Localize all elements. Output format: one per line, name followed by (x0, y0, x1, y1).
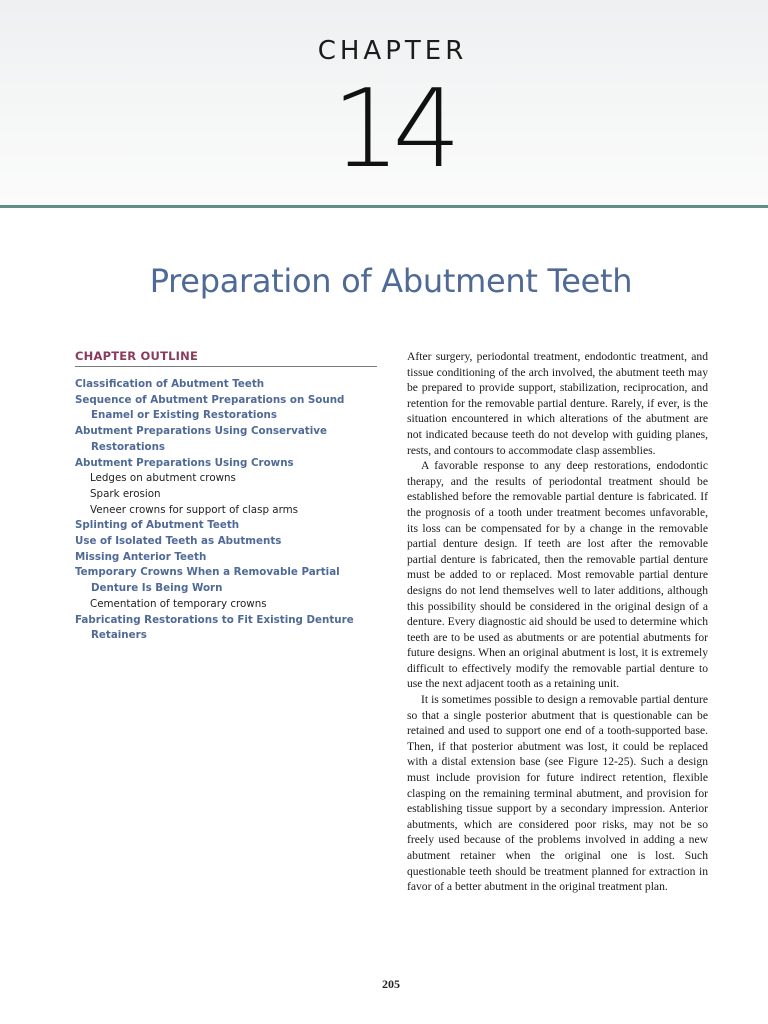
outline-item: Sequence of Abutment Preparations on Sound Enamel or Existing Restorations (75, 393, 345, 422)
header-divider (0, 205, 768, 208)
chapter-number: 14 (331, 67, 454, 192)
chapter-outline (75, 349, 377, 644)
outline-item: Abutment Preparations Using Conservative Restorations (75, 425, 327, 453)
outline-item: Splinting of Abutment Teeth (75, 519, 240, 532)
chapter-label: CHAPTER (317, 36, 468, 66)
outline-item: Temporary Crowns When a Removable Partial Denture Is Being Worn (75, 566, 340, 595)
body-paragraph: It is sometimes possible to design a removable partial denture so that a single posterior abutment that is questionable can be retained and used to support one end of a tooth-supported base. Then, if that posterior abutment was lost, it could be replaced with a distal extension base (see Figure 12-25). Such a design must include provision for future indirect retention, flexible clasping on the remaining terminal abutment, and provision for establishing tissue support by a secondary impression. Anterior abutments, which are considered poor risks, may not be so freely used because of the problems involved in adding a new abutment retainer when the original one is lost. Such questionable teeth should be treatment planned for extraction in favor of a better abutment in the original treatment plan. (407, 693, 708, 894)
outline-item: Use of Isolated Teeth as Abutments (75, 535, 282, 548)
body-paragraph: After surgery, periodontal treatment, endodontic treatment, and tissue conditioning of the arch involved, the abutment teeth may be prepared to provide support, stabilization, reciprocation, and retention for the removable partial denture. Rarely, if ever, is the situation encountered in which alterations of the abutment are not indicated because teeth do not develop with guiding planes, rests, and contours to accommodate clasp assemblies. (407, 350, 708, 457)
page-number: 205 (382, 977, 400, 991)
chapter-title: Preparation of Abutment Teeth (149, 262, 633, 300)
outline-item: Abutment Preparations Using Crowns (75, 456, 294, 469)
outline-subitem: Ledges on abutment crowns (90, 472, 236, 485)
outline-subitem: Veneer crowns for support of clasp arms (90, 503, 299, 516)
body-paragraph: A favorable response to any deep restorations, endodontic therapy, and the results of periodontal treatment should be established before the removable partial denture is fabricated. If the prognosis of a tooth under treatment becomes unfavorable, its loss can be compensated for by a change in the removable partial denture design. If teeth are lost after the removable partial denture is fabricated, then the removable partial denture must be added to or replaced. Most removable partial denture designs do not lend themselves well to later additions, although this possibility should be considered in the original design of a denture. Every diagnostic aid should be used to determine which teeth are to be used as abutments or are potential abutments for future designs. When an original abutment is lost, it is extremely difficult to effectively modify the removable partial denture to use the next adjacent tooth as a retaining unit. (407, 459, 708, 691)
outline-heading: CHAPTER OUTLINE (75, 349, 377, 367)
outline-list (75, 377, 377, 644)
outline-subitem: Spark erosion (90, 487, 161, 500)
outline-item: Missing Anterior Teeth (75, 550, 207, 563)
body-text-column (407, 349, 708, 895)
outline-subitem: Cementation of temporary crowns (90, 597, 267, 610)
outline-item: Classification of Abutment Teeth (75, 378, 265, 390)
outline-item: Fabricating Restorations to Fit Existing Denture Retainers (75, 613, 354, 642)
